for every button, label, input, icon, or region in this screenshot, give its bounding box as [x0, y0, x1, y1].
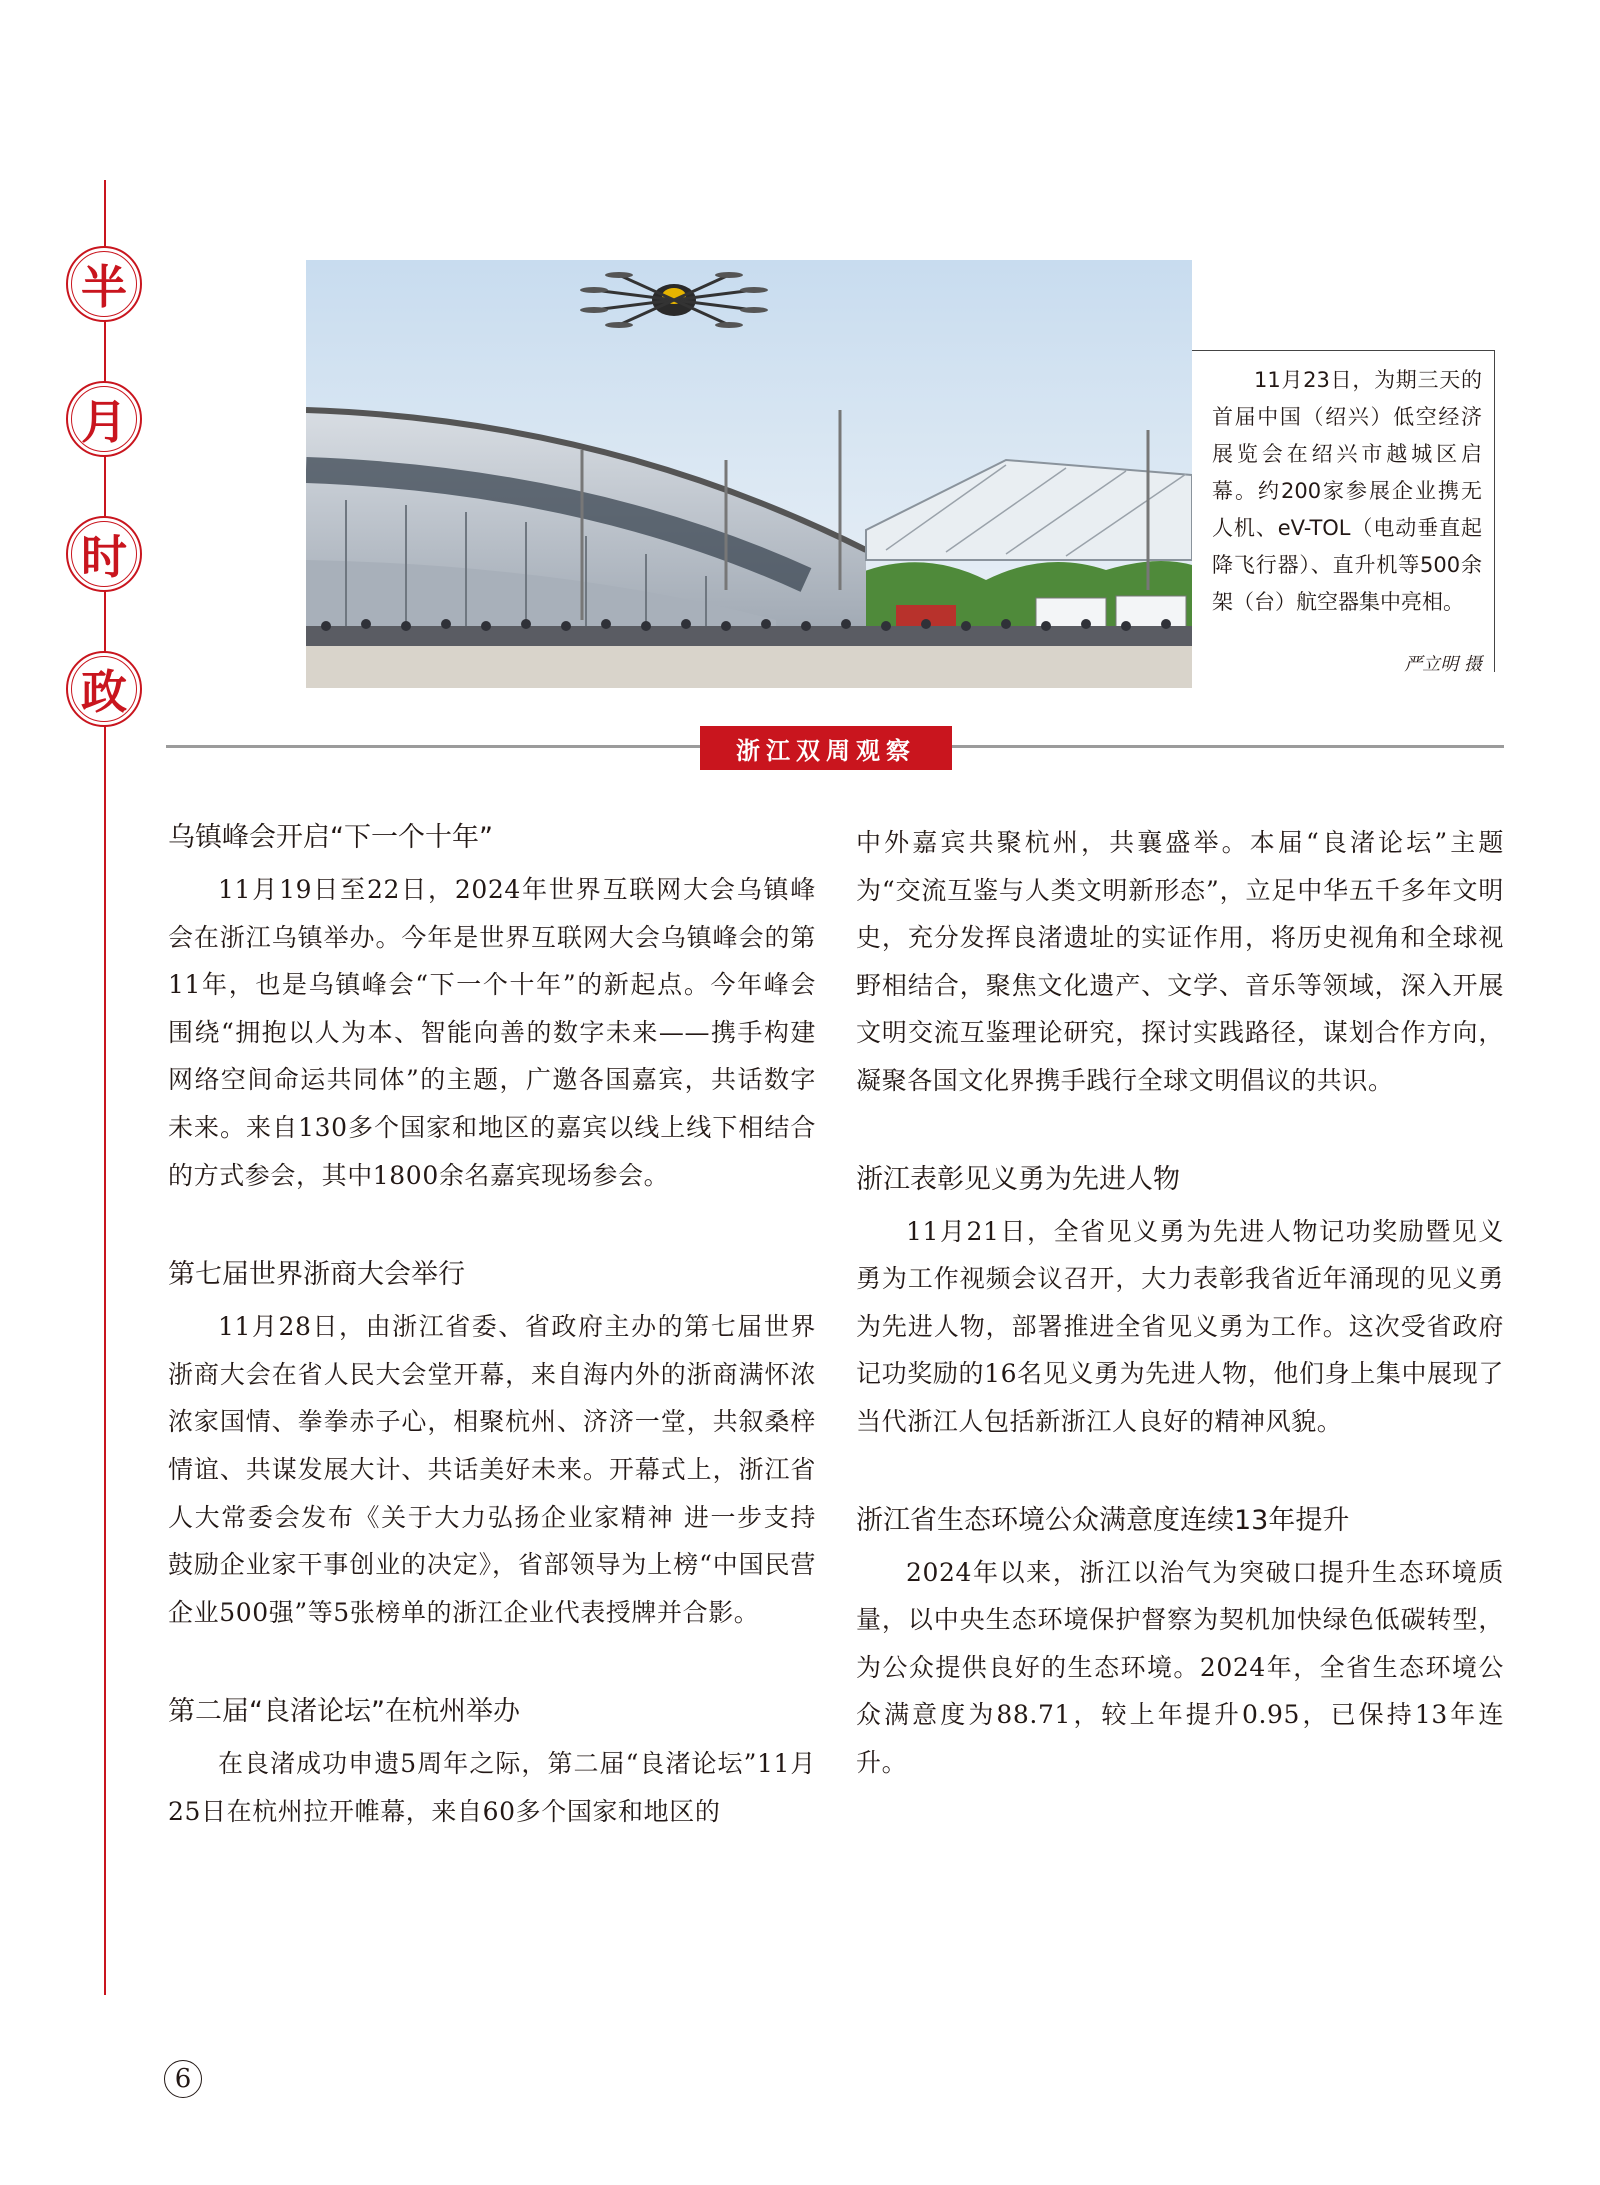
article-body: 11月19日至22日，2024年世界互联网大会乌镇峰会在浙江乌镇举办。今年是世界互联网大会乌镇峰会的第11年，也是乌镇峰会“下一个十年”的新起点。今年峰会围绕“拥抱以人为本、智能向善的数字未来——携手构建网络空间命运共同体”的主题，广邀各国嘉宾，共话数字未来。来自130多个国家和地区的嘉宾以线上线下相结合的方式参会，其中1800余名嘉宾现场参会。 [168, 875, 816, 1190]
article-shengtai [856, 1499, 1504, 1787]
rail-char-shi [66, 516, 142, 592]
page-number: 6 [164, 2060, 202, 2098]
rail-char-text: 时 [71, 521, 137, 587]
article-liangzhu-continued [856, 819, 1504, 1105]
left-column [168, 816, 816, 1836]
rail-char-ban [66, 246, 142, 322]
article-jianyi [856, 1158, 1504, 1446]
photo-caption: 11月23日，为期三天的首届中国（绍兴）低空经济展览会在绍兴市越城区启幕。约200家参展企业携无人机、eV-TOL（电动垂直起降飞行器）、直升机等500余架（台）航空器集中亮相。 [1212, 368, 1482, 614]
photo-credit: 严立明 摄 [1404, 654, 1482, 675]
article-body: 11月28日，由浙江省委、省政府主办的第七届世界浙商大会在省人民大会堂开幕，来自海内外的浙商满怀浓浓家国情、拳拳赤子心，相聚杭州、济济一堂，共叙桑梓情谊、共谋发展大计、共话美好未来。开幕式上，浙江省人大常委会发布《关于大力弘扬企业家精神 进一步支持鼓励企业家干事创业的决定》，省部领导为上榜“中国民营企业500强”等5张榜单的浙江企业代表授牌并合影。 [168, 1312, 816, 1627]
expo-photo [306, 260, 1192, 688]
rail-char-text: 政 [71, 656, 137, 722]
article-body: 在良渚成功申遗5周年之际，第二届“良渚论坛”11月25日在杭州拉开帷幕，来自60多个国家和地区的 [168, 1749, 816, 1826]
article-title: 第二届“良渚论坛”在杭州举办 [168, 1696, 520, 1728]
article-body: 中外嘉宾共聚杭州，共襄盛举。本届“良渚论坛”主题为“交流互鉴与人类文明新形态”，立足中华五千多年文明史，充分发挥良渚遗址的实证作用，将历史视角和全球视野相结合，聚焦文化遗产、文学、音乐等领域，深入开展文明交流互鉴理论研究，探讨实践路径，谋划合作方向，凝聚各国文化界携手践行全球文明倡议的共识。 [856, 828, 1504, 1095]
article-body: 2024年以来，浙江以治气为突破口提升生态环境质量，以中央生态环境保护督察为契机加快绿色低碳转型，为公众提供良好的生态环境。2024年，全省生态环境公众满意度为88.71，较上年提升0.95，已保持13年连升。 [856, 1557, 1504, 1777]
caption-side-rule [1494, 350, 1495, 672]
right-column [856, 819, 1504, 1787]
article-zheshang [168, 1253, 816, 1636]
rail-char-zheng [66, 651, 142, 727]
article-title: 第七届世界浙商大会举行 [168, 1259, 465, 1291]
article-title: 乌镇峰会开启“下一个十年” [168, 822, 493, 853]
article-liangzhu [168, 1690, 816, 1835]
caption-rule [1192, 350, 1494, 351]
rail-char-text: 月 [71, 386, 137, 452]
rail-char-yue [66, 381, 142, 457]
article-body: 11月21日，全省见义勇为先进人物记功奖励暨见义勇为工作视频会议召开，大力表彰我省近年涌现的见义勇为先进人物，部署推进全省见义勇为工作。这次受省政府记功奖励的16名见义勇为先进人物，他们身上集中展现了当代浙江人包括新浙江人良好的精神风貌。 [856, 1216, 1504, 1436]
article-title: 浙江省生态环境公众满意度连续13年提升 [856, 1504, 1350, 1536]
rail-char-text: 半 [71, 251, 137, 317]
article-wuzhen [168, 816, 816, 1199]
article-title: 浙江表彰见义勇为先进人物 [856, 1163, 1180, 1195]
section-banner: 浙江双周观察 [700, 726, 952, 770]
